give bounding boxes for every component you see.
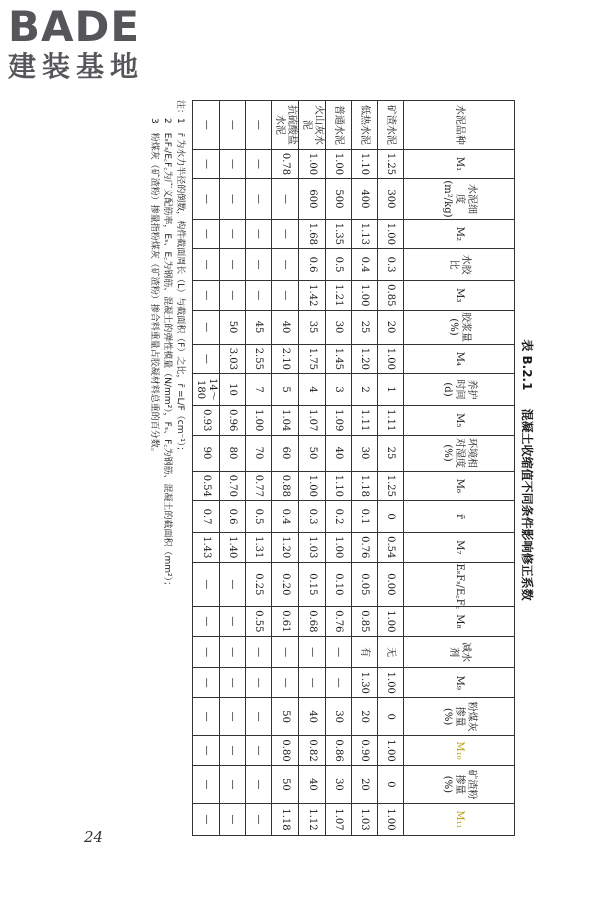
table-notes (147, 100, 186, 840)
table-cell: 20 (378, 310, 404, 344)
table-cell: 1.40 (220, 532, 246, 562)
table-cell: 50 (272, 698, 299, 736)
table-cell: — (272, 668, 299, 698)
table-row (352, 101, 378, 836)
table-cell: 0.10 (326, 562, 352, 606)
table-cell: 0.6 (220, 501, 246, 533)
table-cell: 1.20 (272, 532, 299, 562)
table-cell: 50 (299, 435, 326, 471)
table-cell: 30 (326, 698, 352, 736)
table-cell: — (220, 804, 246, 836)
table-cell: 25 (378, 435, 404, 471)
table-cell: 1.12 (299, 804, 326, 836)
table-cell: — (220, 219, 246, 249)
table-cell: 1.75 (299, 344, 326, 374)
table-cell: 1.30 (352, 668, 378, 698)
table-cell: 0.05 (352, 562, 378, 606)
table-cell: 30 (352, 435, 378, 471)
table-cell: 25 (352, 310, 378, 344)
table-cell: 低热水泥 (352, 101, 378, 150)
table-cell: 1.45 (326, 344, 352, 374)
table-cell: 30 (326, 765, 352, 803)
table-cell: 1.20 (352, 344, 378, 374)
table-cell: 1.11 (378, 405, 404, 435)
table-cell: 1 (378, 374, 404, 406)
table-cell: 1.07 (326, 804, 352, 836)
table-cell: 1.18 (352, 471, 378, 501)
table-cell: 500 (326, 179, 352, 219)
table-cell: 3.03 (220, 344, 246, 374)
table-cell: 1.00 (326, 532, 352, 562)
table-cell: 0.1 (352, 501, 378, 533)
table-cell: 20 (352, 698, 378, 736)
table-cell: — (193, 562, 220, 606)
table-cell: — (193, 668, 220, 698)
table-caption (519, 100, 535, 840)
table-cell: — (220, 562, 246, 606)
table-cell: — (193, 249, 220, 281)
brand-logo (8, 4, 144, 84)
table-body (193, 101, 404, 836)
table-row (272, 101, 299, 836)
table-number: 表 B.2.1 (520, 339, 534, 391)
table-cell: 0.54 (193, 471, 220, 501)
table-cell: 1.00 (299, 149, 326, 179)
table-cell: 0.76 (352, 532, 378, 562)
table-cell: 0.96 (220, 405, 246, 435)
note-3: 3 粉煤灰（矿渣粉）掺量指粉煤灰（矿渣粉）掺合料重量占胶凝材料总重的百分数。 (149, 118, 159, 457)
table-cell: 4 (299, 374, 326, 406)
table-cell: 600 (299, 179, 326, 219)
table-cell: 300 (378, 179, 404, 219)
table-cell: 1.00 (299, 471, 326, 501)
table-cell: 90 (193, 435, 220, 471)
column-header: M₁ (404, 149, 515, 179)
table-cell: — (299, 668, 326, 698)
table-cell: — (246, 280, 272, 310)
table-cell: 矿渣水泥 (378, 101, 404, 150)
table-row (378, 101, 404, 836)
table-cell: 40 (299, 698, 326, 736)
table-cell: 1.11 (352, 405, 378, 435)
table-cell: 0.6 (299, 249, 326, 281)
table-cell: — (246, 219, 272, 249)
table-cell: — (220, 736, 246, 766)
table-cell: 1.00 (326, 149, 352, 179)
table-cell: 3 (326, 374, 352, 406)
table-cell: 45 (246, 310, 272, 344)
table-cell: 0.77 (246, 471, 272, 501)
table-cell: 1.03 (299, 532, 326, 562)
table-cell: — (246, 668, 272, 698)
table-cell: 40 (272, 310, 299, 344)
column-header: 水泥细度(m²/kg) (404, 179, 515, 219)
table-row (193, 101, 220, 836)
table-cell: 0.85 (352, 607, 378, 637)
table-cell: — (193, 179, 220, 219)
table-cell: 0.5 (326, 249, 352, 281)
table-cell: — (326, 636, 352, 668)
note-2: 2 EₛFₛ/E꜀F꜀为广义配筋率，Eₛ、E꜀为钢筋、混凝土的弹性模量（N/mm²），Fₛ、F꜀为钢筋、混凝土的截面积（mm²）； (162, 118, 172, 591)
table-cell: 1.35 (326, 219, 352, 249)
table-cell: — (220, 765, 246, 803)
logo-wordmark: BADE (8, 2, 141, 51)
table-cell: — (193, 344, 220, 374)
table-cell: 1.00 (378, 736, 404, 766)
table-row (220, 101, 246, 836)
table-cell: 0.54 (378, 532, 404, 562)
logo-chinese: 建装基地 (8, 50, 145, 83)
table-cell: 1.25 (378, 149, 404, 179)
table-cell: 1.03 (352, 804, 378, 836)
table-cell: 0.80 (272, 736, 299, 766)
column-header: 矿渣粉掺量(%) (404, 765, 515, 803)
column-header: M₁₁ (404, 804, 515, 836)
column-header: M₂ (404, 219, 515, 249)
table-cell: — (272, 219, 299, 249)
column-header: 水泥品种 (404, 101, 515, 150)
table-cell: — (246, 249, 272, 281)
table-cell: — (220, 668, 246, 698)
table-cell: — (246, 804, 272, 836)
table-cell: 1.43 (193, 532, 220, 562)
table-cell: 0 (378, 765, 404, 803)
table-cell: 0.93 (193, 405, 220, 435)
table-cell: 1.68 (299, 219, 326, 249)
table-cell: 0.76 (326, 607, 352, 637)
correction-factor-table (192, 100, 515, 836)
table-cell: 抗硫酸盐水泥 (272, 101, 299, 150)
table-cell: — (193, 607, 220, 637)
table-cell: 0.61 (272, 607, 299, 637)
table-row (246, 101, 272, 836)
table-cell: 1.00 (246, 405, 272, 435)
table-cell: — (246, 149, 272, 179)
table-cell: 0 (378, 698, 404, 736)
column-header: M₈ (404, 607, 515, 637)
table-cell: 0.88 (272, 471, 299, 501)
note-1: 注：1 r̄ 为水力半径的倒数，构件截面周长（L）与截面积（F）之比，r̄ =L/F（cm⁻¹）； (175, 100, 185, 456)
table-cell: 30 (326, 310, 352, 344)
column-header: M₅ (404, 405, 515, 435)
table-row (299, 101, 326, 836)
table-cell: 有 (352, 636, 378, 668)
column-header: 粉煤灰掺量(%) (404, 698, 515, 736)
table-cell: 1.07 (299, 405, 326, 435)
table-cell: 1.00 (378, 668, 404, 698)
column-header: 胶浆量(%) (404, 310, 515, 344)
table-cell: 0.82 (299, 736, 326, 766)
column-header: M₄ (404, 344, 515, 374)
table-cell: 0.3 (378, 249, 404, 281)
table-cell: — (299, 636, 326, 668)
table-cell: 0.20 (272, 562, 299, 606)
table-cell: 20 (352, 765, 378, 803)
table-title: 混凝土收缩值不同条件影响修正系数 (520, 408, 534, 601)
table-cell: 1.00 (378, 219, 404, 249)
column-header: M₆ (404, 471, 515, 501)
table-cell: 0.68 (299, 607, 326, 637)
table-cell: 14～180 (193, 374, 220, 406)
table-cell: 5 (272, 374, 299, 406)
table-cell: — (193, 310, 220, 344)
table-cell: 0.78 (272, 149, 299, 179)
table-cell: 0.15 (299, 562, 326, 606)
table-cell: 2.55 (246, 344, 272, 374)
table-cell: 40 (326, 435, 352, 471)
table-cell: 1.42 (299, 280, 326, 310)
table-cell: 0.00 (378, 562, 404, 606)
table-cell: — (193, 149, 220, 179)
table-cell: 0.25 (246, 562, 272, 606)
table-cell: 0.2 (326, 501, 352, 533)
table-cell: 0 (378, 501, 404, 533)
table-cell: 0.90 (352, 736, 378, 766)
table-cell: — (193, 636, 220, 668)
column-header: 养护时间(d) (404, 374, 515, 406)
table-cell: 普通水泥 (326, 101, 352, 150)
table-cell: 1.25 (378, 471, 404, 501)
table-cell: 50 (220, 310, 246, 344)
table-cell: — (193, 101, 220, 150)
table-cell: 1.00 (378, 804, 404, 836)
column-header: M₁₀ (404, 736, 515, 766)
table-cell: 70 (246, 435, 272, 471)
table-cell: 0.86 (326, 736, 352, 766)
table-cell: 0.85 (378, 280, 404, 310)
table-cell: 400 (352, 179, 378, 219)
column-header: M₃ (404, 280, 515, 310)
table-cell: — (246, 101, 272, 150)
table-cell: — (272, 280, 299, 310)
table-cell: — (220, 179, 246, 219)
table-cell: 1.21 (326, 280, 352, 310)
table-cell: 50 (272, 765, 299, 803)
table-cell: — (193, 736, 220, 766)
table-header-row (404, 101, 515, 836)
table-cell: 0.7 (193, 501, 220, 533)
table-cell: — (220, 607, 246, 637)
column-header: EₛFₛ/E꜀F꜀ (404, 562, 515, 606)
table-cell: — (220, 249, 246, 281)
table-cell: 0.4 (352, 249, 378, 281)
table-cell: — (193, 765, 220, 803)
table-cell: 1.10 (326, 471, 352, 501)
table-cell: 10 (220, 374, 246, 406)
table-cell: — (220, 698, 246, 736)
table-cell: 1.04 (272, 405, 299, 435)
table-cell: 2.10 (272, 344, 299, 374)
table-cell: 1.00 (378, 607, 404, 637)
table-cell: — (193, 698, 220, 736)
table-cell: — (246, 636, 272, 668)
column-header: r̄ (404, 501, 515, 533)
column-header: M₉ (404, 668, 515, 698)
table-cell: — (220, 280, 246, 310)
table-cell: 1.31 (246, 532, 272, 562)
table-cell: 火山灰水泥 (299, 101, 326, 150)
column-header: 环境相对湿度(%) (404, 435, 515, 471)
table-cell: 0.70 (220, 471, 246, 501)
table-cell: — (193, 280, 220, 310)
table-cell: 无 (378, 636, 404, 668)
table-cell: 2 (352, 374, 378, 406)
table-cell: — (326, 668, 352, 698)
page-number: 24 (84, 828, 104, 846)
table-cell: 1.09 (326, 405, 352, 435)
column-header: 水胶比 (404, 249, 515, 281)
rotated-table-block (60, 100, 535, 840)
table-cell: 0.5 (246, 501, 272, 533)
table-cell: — (193, 804, 220, 836)
table-cell: — (272, 249, 299, 281)
table-cell: — (246, 765, 272, 803)
table-cell: 35 (299, 310, 326, 344)
table-cell: — (272, 179, 299, 219)
table-cell: 60 (272, 435, 299, 471)
column-header: 减水剂 (404, 636, 515, 668)
table-cell: 1.00 (378, 344, 404, 374)
table-cell: — (246, 179, 272, 219)
table-row (326, 101, 352, 836)
table-cell: — (246, 698, 272, 736)
table-cell: — (220, 636, 246, 668)
table-cell: 40 (299, 765, 326, 803)
table-cell: — (272, 636, 299, 668)
table-cell: — (246, 736, 272, 766)
table-cell: 0.3 (299, 501, 326, 533)
table-cell: — (220, 101, 246, 150)
table-cell: — (220, 149, 246, 179)
column-header: M₇ (404, 532, 515, 562)
table-cell: — (193, 219, 220, 249)
table-cell: 1.18 (272, 804, 299, 836)
table-cell: 0.55 (246, 607, 272, 637)
table-cell: 80 (220, 435, 246, 471)
table-cell: 1.13 (352, 219, 378, 249)
table-cell: 1.00 (352, 280, 378, 310)
table-cell: 7 (246, 374, 272, 406)
table-cell: 1.10 (352, 149, 378, 179)
table-cell: 0.4 (272, 501, 299, 533)
